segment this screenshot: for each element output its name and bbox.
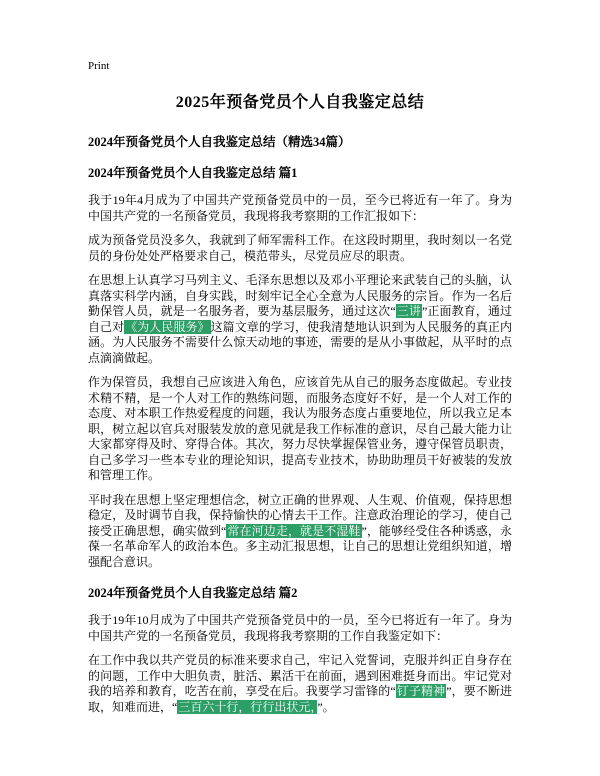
paragraph <box>88 493 512 571</box>
text-segment: ”，能够经受住各种诱惑，永葆一名革命军人的政治本色。多主动汇报思想，让自己的思想让党组织知道，增强配合意识。 <box>88 523 512 569</box>
paragraph <box>88 653 512 715</box>
page-subtitle: 2024年预备党员个人自我鉴定总结（精选34篇） <box>88 135 351 149</box>
paragraph <box>88 233 512 264</box>
section-heading: 2024年预备党员个人自我鉴定总结 篇2 <box>88 586 298 600</box>
print-link[interactable]: Print <box>88 60 110 72</box>
text-segment: 在思想上认真学习马列主义、毛泽东思想以及邓小平理论来武装自己的头脑，认真落实科学内涵，自身实践，时刻牢记全心全意为人民服务的宗旨。作为一名后勤保管人员，就是一名服务者，要为基层服务，通过这次“ <box>88 273 512 318</box>
page-title: 2025年预备党员个人自我鉴定总结 <box>175 94 425 111</box>
highlighted-phrase: 三百六十行，行行出状元， <box>178 699 317 714</box>
text-segment: 成为预备党员没多久，我就到了师军需科工作。在这段时期里，我时刻以一名党员的身份处处严格要求自己，模范带头，尽党员应尽的职责。 <box>88 233 512 263</box>
paragraph <box>88 375 512 484</box>
text-segment: 平时我在思想上坚定理想信念，树立正确的世界观、人生观、价值观，保持思想稳定，及时调节自我，保持愉快的心情去干工作。注意政治理论的学习，使自己接受正确思想，确实做到“ <box>88 492 512 538</box>
section-heading: 2024年预备党员个人自我鉴定总结 篇1 <box>88 166 298 180</box>
text-segment: ”。 <box>317 699 335 714</box>
sections-container <box>88 163 512 715</box>
highlighted-phrase: 常在河边走，就是不湿鞋 <box>227 523 361 538</box>
text-segment: ”正面教育，通过自己对 <box>88 304 512 334</box>
text-segment: 作为保管员，我想自己应该进入角色，应该首先从自己的服务态度做起。专业技术精不精，是一个人对工作的熟练问题，而服务态度好不好，是一个人对工作的态度、对本职工作热爱程度的问题，我认为服务态度占重要地位，所以我立足本职，树立起以官兵对服装发放的意见就是我工作标准的意识，尽自己最大能力让大家都穿得及时、穿得合体。其次，努力尽快掌握保管业务，遵守保管员职责，自己多学习一些本专业的理论知识，提高专业技术，协助助理员干好被装的发放和管理工作。 <box>88 375 512 482</box>
highlighted-phrase: 《为人民服务》 <box>125 319 210 334</box>
text-segment: 在工作中我以共产党员的标准来要求自己，牢记入党誓词，克服并纠正自身存在的问题，工作中大胆负责，脏活、累活干在前面，遇到困难挺身而出。牢记党对我的培养和教育，吃苦在前，享受在后。我要学习雷锋的“ <box>88 653 512 698</box>
paragraph <box>88 193 512 224</box>
paragraph <box>88 273 512 366</box>
highlighted-phrase: 三讲 <box>396 304 421 318</box>
highlighted-phrase: 钉子精神 <box>396 684 446 698</box>
text-segment: ”，要不断进取，知难而进，“ <box>88 684 512 714</box>
text-segment: 这篇文章的学习，使我清楚地认识到为人民服务的真正内涵。为人民服务不需要什么惊天动地的事迹，需要的是从小事做起，从平时的点点滴滴做起。 <box>88 319 512 365</box>
text-segment: 我于19年4月成为了中国共产党预备党员中的一员，至今已将近有一年了。身为中国共产党的一名预备党员，我现将我考察期的工作汇报如下： <box>88 193 512 223</box>
paragraph <box>88 613 512 644</box>
text-segment: 我于19年10月成为了中国共产党预备党员中的一员，至今已将近有一年了。身为中国共产党的一名预备党员，我现将我考察期的工作自我鉴定如下： <box>88 613 512 643</box>
